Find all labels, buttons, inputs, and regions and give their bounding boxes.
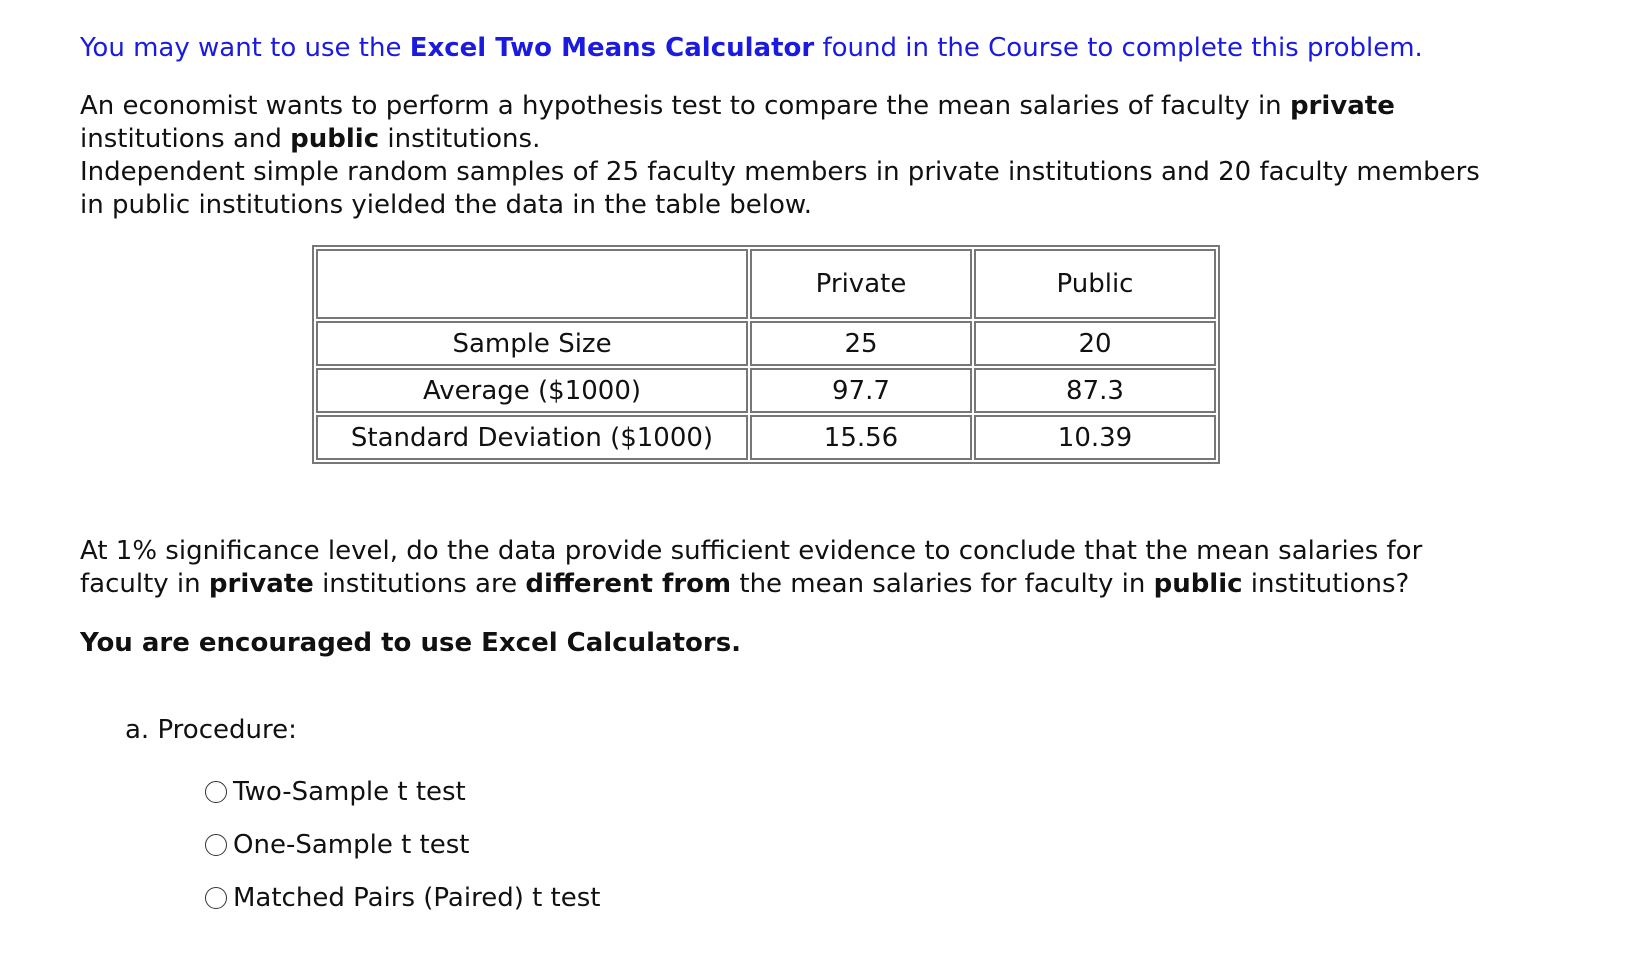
radio-button[interactable]	[205, 887, 227, 909]
data-table	[312, 245, 1220, 464]
table-row	[316, 368, 1216, 413]
problem-page	[80, 30, 1580, 913]
option-label: Two-Sample t test	[233, 776, 466, 807]
table-header-cell: Public	[974, 249, 1216, 319]
question-text	[80, 535, 1500, 601]
question-fragment: institutions are	[313, 569, 526, 599]
table-cell: 25	[750, 321, 972, 366]
question-fragment: institutions?	[1242, 569, 1410, 599]
table-row	[316, 321, 1216, 366]
option-two-sample-t-test[interactable]	[205, 765, 601, 818]
intro-text	[80, 30, 1580, 66]
question-bold-private: private	[208, 569, 314, 599]
table-cell: Standard Deviation ($1000)	[316, 415, 748, 460]
question-fragment: the mean salaries for faculty in	[731, 569, 1154, 599]
table-header-cell: Private	[750, 249, 972, 319]
option-one-sample-t-test[interactable]	[205, 818, 601, 871]
radio-button[interactable]	[205, 781, 227, 803]
option-label: Matched Pairs (Paired) t test	[233, 882, 601, 913]
encourage-note: You are encouraged to use Excel Calculators.	[80, 628, 742, 658]
problem-statement	[80, 90, 1500, 222]
table-cell: 20	[974, 321, 1216, 366]
question-bold-public: public	[1153, 569, 1243, 599]
problem-paragraph-1	[80, 90, 1500, 156]
table-row	[316, 415, 1216, 460]
table-cell: Average ($1000)	[316, 368, 748, 413]
table-header-row	[316, 249, 1216, 319]
option-label: One-Sample t test	[233, 829, 470, 860]
excel-calculator-link[interactable]: Excel Two Means Calculator	[409, 33, 815, 63]
question-fragment: At 1% significance level, do the data provide sufficient evidence to conclude that the mean salaries for faculty in	[80, 536, 1423, 599]
problem-bold-public: public	[290, 124, 380, 154]
procedure-label: a. Procedure:	[125, 715, 297, 745]
question-bold-different: different from	[525, 569, 732, 599]
intro-suffix: found in the Course to complete this problem.	[814, 33, 1423, 63]
table-header-cell	[316, 249, 748, 319]
table-cell: Sample Size	[316, 321, 748, 366]
table-cell: 15.56	[750, 415, 972, 460]
problem-text: institutions and	[80, 124, 291, 154]
problem-bold-private: private	[1289, 91, 1395, 121]
table-cell: 87.3	[974, 368, 1216, 413]
radio-button[interactable]	[205, 834, 227, 856]
problem-paragraph-2: Independent simple random samples of 25 faculty members in private institutions and 20 faculty members in public institutions yielded the data in the table below.	[80, 157, 1480, 220]
option-matched-pairs-t-test[interactable]	[205, 871, 601, 924]
table-cell: 97.7	[750, 368, 972, 413]
problem-text: institutions.	[379, 124, 541, 154]
procedure-options	[205, 765, 601, 924]
table-cell: 10.39	[974, 415, 1216, 460]
problem-text: An economist wants to perform a hypothesis test to compare the mean salaries of faculty in	[80, 91, 1290, 121]
intro-prefix: You may want to use the	[80, 33, 410, 63]
